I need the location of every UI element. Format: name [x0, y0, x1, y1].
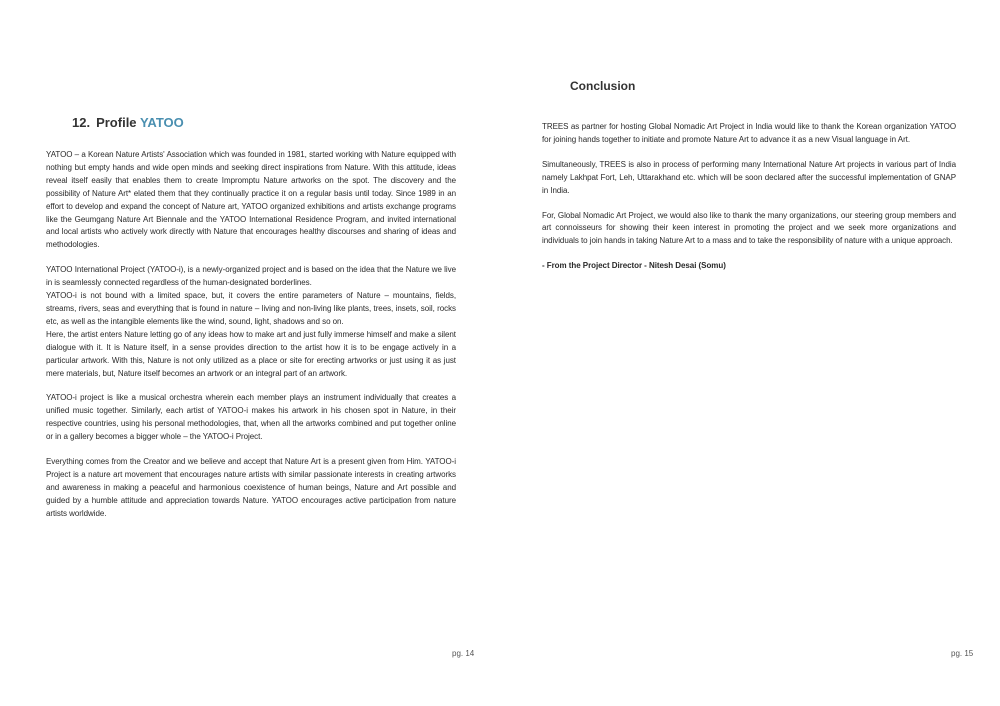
section-heading: [72, 115, 184, 130]
conclusion-paragraph-1: TREES as partner for hosting Global Nomadic Art Project in India would like to thank the Korean organization YATOO for joining hands together to initiate and promote Nature Art to advance it as a new Visual language in Art.: [542, 122, 956, 144]
conclusion-body: [542, 121, 956, 285]
profile-body: [46, 149, 456, 533]
section-number: 12.: [72, 115, 91, 130]
right-page: [500, 0, 1000, 706]
profile-paragraph-3: YATOO-i is not bound with a limited space, but, it covers the entire parameters of Nature – mountains, fields, streams, rivers, seas and everything that is found in nature – living and non-living like plants, trees, insets, soil, rocks etc, as well as the intangible elements like the wind, sound, light, shadows and so on.: [46, 291, 456, 326]
conclusion-signoff: - From the Project Director - Nitesh Desai (Somu): [542, 261, 726, 271]
conclusion-title: Conclusion: [570, 79, 636, 93]
conclusion-paragraph-3: For, Global Nomadic Art Project, we would also like to thank the many organizations, our steering group members and art connoisseurs for showing their keen interest in promoting the project and we seek more organizations and individuals to join hands in taking Nature Art to a mass and to take the responsibility of nature with a unique approach.: [542, 210, 956, 246]
section-title-text: Profile: [96, 115, 137, 130]
conclusion-paragraph-2: Simultaneously, TREES is also in process of performing many International Nature Art projects in various part of India namely Lakhpat Fort, Leh, Uttarakhand etc. which will be soon declared after the successful implementation of GNAP in India.: [542, 159, 956, 195]
profile-paragraph-4: Here, the artist enters Nature letting go of any ideas how to make art and just fully immerse himself and make a silent dialogue with it. It is Nature itself, in a sense provides direction to the artist how it is to be engage actively in a particular artwork. With this, Nature is not only utilized as a place or site for erecting artworks or just using it as just mere materials, but, Nature itself becomes an artwork or an integral part of an artwork.: [46, 329, 456, 378]
profile-paragraph-6: Everything comes from the Creator and we believe and accept that Nature Art is a present given from Him. YATOO-i Project is a nature art movement that encourages nature artists with similar passionate interests in creating artworks and awareness in making a peaceful and harmonious coexistence of human beings, Nature and Art possible and guided by a humble attitude and appreciation towards Nature. YATOO encourages active participation from nature artists worldwide.: [46, 457, 456, 518]
profile-paragraph-1: YATOO – a Korean Nature Artists' Association which was founded in 1981, started working with Nature equipped with nothing but empty hands and wide open minds and seeking direct inspirations from Nature. With this attitude, ideas reveal itself easily that enables them to create Impromptu Nature artworks on the spot. The discovery and the possibility of Nature Art* elated them that they continually practice it on a regular basis until today. Since 1989 in an effort to develop and expand the concept of Nature art, YATOO organized exhibitions and artists exchange programs like the Geumgang Nature Art Biennale and the YATOO International Residence Program, and invited international and local artists who actively work directly with Nature that encourages healthy discourses and sharing of ideas and methodologies.: [46, 150, 456, 250]
profile-paragraph-2: YATOO International Project (YATOO-i), is a newly-organized project and is based on the idea that the Nature we live in is seamlessly connected regardless of the human-designated borderlines.: [46, 265, 456, 288]
profile-paragraph-5: YATOO-i project is like a musical orchestra wherein each member plays an instrument individually that creates a unified music together. Similarly, each artist of YATOO-i makes his artwork in his chosen spot in Nature, in their respective countries, using his personal methodologies, that, when all the artworks combined and put together online or in a gallery becomes a bigger whole – the YATOO-i Project.: [46, 393, 456, 442]
section-title-brand: YATOO: [139, 115, 184, 130]
page-number-left: pg. 14: [452, 649, 475, 658]
page-number-right: pg. 15: [951, 649, 974, 658]
